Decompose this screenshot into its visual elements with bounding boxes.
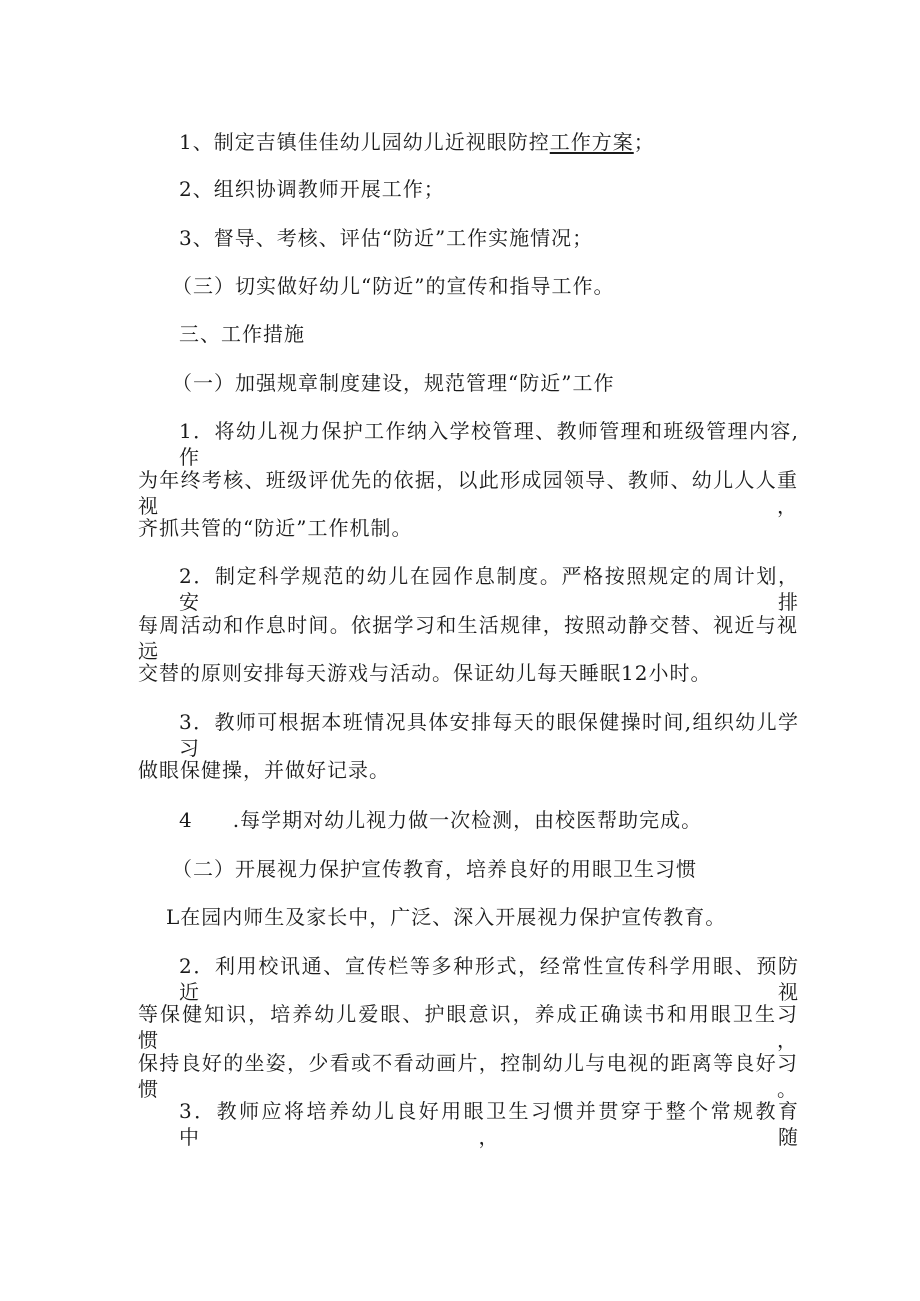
paragraph-2-line-2: 每周活动和作息时间。依据学习和生活规律，按照动静交替、视近与视远 [138,613,798,663]
paragraph-3-line-2: 做眼保健操，并做好记录。 [138,758,390,782]
paragraph-1-line-3: 齐抓共管的“防近”工作机制。 [138,516,413,540]
subheading-measure-2: （二）开展视力保护宣传教育，培养良好的用眼卫生习惯 [172,857,697,881]
paragraph-2-line-3: 交替的原则安排每天游戏与活动。保证幼儿每天睡眠12小时。 [138,661,712,685]
paragraph-5-line-2: 等保健知识，培养幼儿爱眼、护眼意识，养成正确读书和用眼卫生习惯， [138,1002,798,1052]
paragraph-6-line-1: 3．教师应将培养幼儿良好用眼卫生习惯并贯穿于整个常规教育中，随 [179,1099,799,1149]
paragraph-3-line-1: 3．教师可根据本班情况具体安排每天的眼保健操时间,组织幼儿学习 [179,710,799,760]
list-item-4 [179,807,702,833]
list-item-1-punct: ； [633,130,655,154]
work-plan-link[interactable]: 工作方案 [549,130,634,154]
paragraph-2-line-1: 2．制定科学规范的幼儿在园作息制度。严格按照规定的周计划，安排 [179,564,799,614]
paragraph-5-line-1: 2．利用校讯通、宣传栏等多种形式，经常性宣传科学用眼、预防近视 [179,954,799,1004]
paragraph-4: L在园内师生及家长中，广泛、深入开展视力保护宣传教育。 [166,905,727,929]
list-item-1-text: 1、制定吉镇佳佳幼儿园幼儿近视眼防控 [179,130,550,154]
list-item-4-text: .每学期对幼儿视力做一次检测，由校医帮助完成。 [232,808,703,832]
list-item-1 [179,129,655,155]
paragraph-5-line-3: 保持良好的坐姿，少看或不看动画片，控制幼儿与电视的距离等良好习惯。 [138,1051,798,1101]
list-item-3: 3、督导、考核、评估“防近”工作实施情况； [179,226,594,250]
list-item-2: 2、组织协调教师开展工作； [179,177,445,201]
paragraph-1-line-1: 1．将幼儿视力保护工作纳入学校管理、教师管理和班级管理内容,作 [179,419,799,469]
subheading-section-3: （三）切实做好幼儿“防近”的宣传和指导工作。 [172,274,615,298]
heading-work-measures: 三、工作措施 [179,322,305,346]
subheading-measure-1: （一）加强规章制度建设，规范管理“防近”工作 [172,371,615,395]
list-item-4-number: 4 [179,808,193,832]
paragraph-1-line-2: 为年终考核、班级评优先的依据，以此形成园领导、教师、幼儿人人重视， [138,468,798,518]
